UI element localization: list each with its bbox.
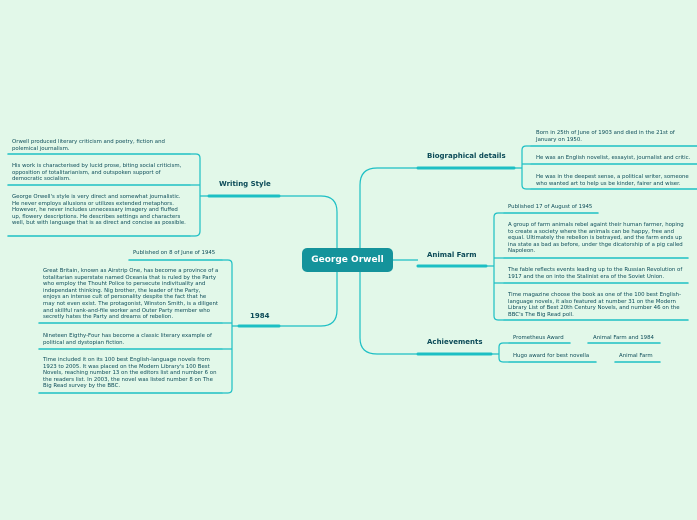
achievement-work[interactable]: Animal Farm and 1984 — [593, 335, 654, 341]
topic-1984[interactable]: 1984 — [250, 312, 270, 320]
writing-style-item[interactable]: Orwell produced literary criticism and poetry, fiction and polemical journalism. — [12, 139, 165, 152]
bracket-achievements — [491, 343, 509, 362]
1984-item[interactable]: Time included it on its 100 best English-language novels from 1923 to 2005. It was placed on the Modern Library's 100 Best Novels, reaching number 13 on the editors list and number 6 on the readers list. In 2003, the novel was listed number 8 on The Big Read survey by the BBC. — [43, 357, 217, 390]
animal-farm-item[interactable]: Time magazine choose the book as one of the 100 best English-language novels, it also featured at number 31 on the Modern Library List of Best 20th Century Novels, and number 46 on the BBC's The Big Read poll. — [508, 292, 682, 318]
topic-biographical-details[interactable]: Biographical details — [427, 152, 506, 160]
bracket-1984 — [222, 260, 239, 393]
topic-animal-farm[interactable]: Animal Farm — [427, 251, 477, 259]
animal-farm-item[interactable]: Published 17 of August of 1945 — [508, 204, 593, 210]
1984-item[interactable]: Published on 8 of June of 1945 — [133, 250, 216, 256]
1984-item[interactable]: Great Britain, known as Airstrip One, has become a province of a totalitarian superstate named Oceania that is ruled by the Party who employ the Thouht Police to persecute indivituality and independant thinking. Nig brother, the leader of the Party, enjoys an intense cult of personality despite the fact that he may not even exist. The protagonist, Winston Smith, is a diligent and skillful rank-and-file worker and Outer Party member who secretly hates the Party and dreams of rebelion. — [43, 268, 219, 321]
connector-achievements — [360, 260, 418, 354]
animal-farm-item[interactable]: The fable reflects events leading up to the Russian Revolution of 1917 and the on into the Stalinist era of the Soviet Union. — [508, 267, 683, 280]
animal-farm-item[interactable]: A group of farm animals rebel againt their human farmer, hoping to create a society where the animals can be happy, free and equal. Ultimately the rebelion is betrayed, and the farm ends up ina state as bad as before, under thge dicatorship of a pig called Napoleon. — [508, 222, 684, 255]
topic-writing-style[interactable]: Writing Style — [219, 180, 271, 188]
biographical-item[interactable]: Born in 25th of June of 1903 and died in the 21st of January on 1950. — [536, 130, 675, 143]
biographical-item[interactable]: He was an English novelist, essayist, journalist and critic. — [536, 155, 691, 161]
achievement-award[interactable]: Hugo award for best novella — [513, 353, 590, 359]
bracket-biographical — [514, 146, 531, 189]
bracket-writing-style — [190, 154, 209, 236]
1984-item[interactable]: Nineteen Eigthy-Four has become a classic literary example of political and dystopian fiction. — [43, 333, 212, 346]
connector-biographical — [360, 168, 418, 260]
bracket-animal-farm — [486, 213, 504, 320]
topic-achievements[interactable]: Achievements — [427, 338, 483, 346]
writing-style-item[interactable]: His work is characterised by lucid prose, biting social criticism, opposition of totalitarianism, and outspoken support of democratic socialism. — [12, 163, 182, 183]
writing-style-item[interactable]: George Orwell's style is very direct and somewhat journalistic. He never employs allusions or utilizes extended metaphors. However, he never includes unnecessary imagery and fluffed up, flowery descriptions. He describes settings and characters well, but with language that is as direct and concise as possible. — [12, 194, 186, 227]
achievement-work[interactable]: Animal Farm — [619, 353, 653, 359]
biographical-item[interactable]: He was in the deepest sense, a political writer, someone who wanted art to help us be kinder, fairer and wiser. — [536, 174, 689, 187]
root-node[interactable]: George Orwell — [302, 248, 393, 272]
achievement-award[interactable]: Prometheus Award — [513, 335, 564, 341]
